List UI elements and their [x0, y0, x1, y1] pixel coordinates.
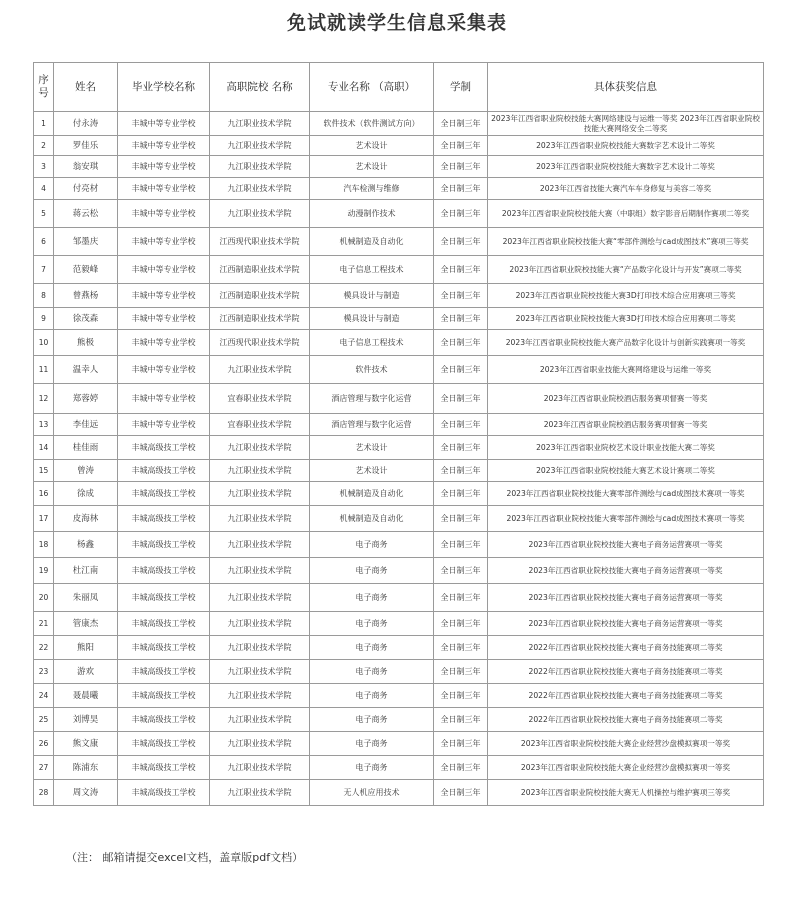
- cell-school: 丰城中等专业学校: [118, 136, 210, 156]
- table-row: [34, 356, 764, 384]
- cell-no: 4: [34, 178, 54, 200]
- cell-major: 电子商务: [310, 532, 434, 558]
- header-school: 毕业学校名称: [118, 63, 210, 112]
- cell-award: 2023年江西省职业院校酒店服务赛项督赛一等奖: [488, 414, 764, 436]
- cell-system: 全日制三年: [434, 356, 488, 384]
- table-row: [34, 384, 764, 414]
- cell-award: 2023年江西省职业院校技能大赛数字艺术设计二等奖: [488, 156, 764, 178]
- cell-name: 曾燕杨: [54, 284, 118, 308]
- cell-award: 2023年江西省职业院校技能大赛产品数字化设计与创新实践赛项一等奖: [488, 330, 764, 356]
- table-row: [34, 200, 764, 228]
- cell-system: 全日制三年: [434, 584, 488, 612]
- cell-major: 机械制造及自动化: [310, 506, 434, 532]
- table-row: [34, 780, 764, 806]
- table-row: [34, 112, 764, 136]
- cell-major: 电子商务: [310, 756, 434, 780]
- cell-name: 桂佳雨: [54, 436, 118, 460]
- cell-major: 电子信息工程技术: [310, 330, 434, 356]
- cell-system: 全日制三年: [434, 684, 488, 708]
- cell-major: 软件技术: [310, 356, 434, 384]
- header-no: 序号: [34, 63, 54, 112]
- table-row: [34, 482, 764, 506]
- cell-name: 范毅峰: [54, 256, 118, 284]
- cell-no: 28: [34, 780, 54, 806]
- cell-award: 2023年江西省职业院校技能大赛“产品数字化设计与开发”赛项二等奖: [488, 256, 764, 284]
- cell-major: 艺术设计: [310, 156, 434, 178]
- cell-major: 电子信息工程技术: [310, 256, 434, 284]
- cell-system: 全日制三年: [434, 612, 488, 636]
- cell-award: 2023年江西省职业院校技能大赛无人机操控与维护赛项三等奖: [488, 780, 764, 806]
- cell-name: 翁安琪: [54, 156, 118, 178]
- cell-system: 全日制三年: [434, 200, 488, 228]
- cell-award: 2023年江西省职业院校技能大赛3D打印技术综合应用赛项二等奖: [488, 308, 764, 330]
- cell-award: 2023年江西省职业院校技能大赛电子商务运营赛项一等奖: [488, 612, 764, 636]
- table-row: [34, 460, 764, 482]
- cell-college: 九江职业技术学院: [210, 482, 310, 506]
- cell-no: 24: [34, 684, 54, 708]
- cell-award: 2023年江西省职业院校技能大赛电子商务运营赛项一等奖: [488, 558, 764, 584]
- cell-system: 全日制三年: [434, 780, 488, 806]
- cell-college: 九江职业技术学院: [210, 684, 310, 708]
- cell-no: 14: [34, 436, 54, 460]
- cell-system: 全日制三年: [434, 732, 488, 756]
- cell-name: 付永涛: [54, 112, 118, 136]
- cell-award: 2023年江西省职业技能大赛网络建设与运维一等奖: [488, 356, 764, 384]
- cell-college: 江西现代职业技术学院: [210, 228, 310, 256]
- cell-system: 全日制三年: [434, 482, 488, 506]
- cell-major: 软件技术（软件测试方向）: [310, 112, 434, 136]
- cell-no: 26: [34, 732, 54, 756]
- cell-school: 丰城高级技工学校: [118, 660, 210, 684]
- cell-school: 丰城高级技工学校: [118, 780, 210, 806]
- cell-major: 模具设计与制造: [310, 308, 434, 330]
- cell-system: 全日制三年: [434, 330, 488, 356]
- cell-award: 2023年江西省职业院校技能大赛网络建设与运维一等奖 2023年江西省职业院校技能大赛网络安全二等奖: [488, 112, 764, 136]
- cell-name: 周文涛: [54, 780, 118, 806]
- cell-name: 徐茂森: [54, 308, 118, 330]
- cell-name: 皮海林: [54, 506, 118, 532]
- cell-school: 丰城中等专业学校: [118, 200, 210, 228]
- cell-no: 7: [34, 256, 54, 284]
- cell-college: 九江职业技术学院: [210, 660, 310, 684]
- cell-system: 全日制三年: [434, 532, 488, 558]
- table-row: [34, 436, 764, 460]
- cell-major: 电子商务: [310, 558, 434, 584]
- table-row: [34, 732, 764, 756]
- cell-system: 全日制三年: [434, 460, 488, 482]
- cell-no: 19: [34, 558, 54, 584]
- cell-no: 12: [34, 384, 54, 414]
- cell-name: 聂晨曦: [54, 684, 118, 708]
- cell-college: 江西现代职业技术学院: [210, 330, 310, 356]
- cell-no: 23: [34, 660, 54, 684]
- table-row: [34, 584, 764, 612]
- table-row: [34, 708, 764, 732]
- cell-no: 3: [34, 156, 54, 178]
- cell-college: 江西制造职业技术学院: [210, 308, 310, 330]
- cell-system: 全日制三年: [434, 256, 488, 284]
- cell-college: 九江职业技术学院: [210, 708, 310, 732]
- cell-name: 熊极: [54, 330, 118, 356]
- cell-no: 16: [34, 482, 54, 506]
- cell-no: 27: [34, 756, 54, 780]
- cell-system: 全日制三年: [434, 660, 488, 684]
- cell-major: 模具设计与制造: [310, 284, 434, 308]
- cell-school: 丰城高级技工学校: [118, 460, 210, 482]
- cell-no: 17: [34, 506, 54, 532]
- cell-award: 2023年江西省职业院校技能大赛电子商务运营赛项一等奖: [488, 532, 764, 558]
- cell-college: 九江职业技术学院: [210, 756, 310, 780]
- cell-award: 2023年江西省职业院校艺术设计职业技能大赛二等奖: [488, 436, 764, 460]
- cell-college: 九江职业技术学院: [210, 532, 310, 558]
- cell-system: 全日制三年: [434, 708, 488, 732]
- cell-name: 管康杰: [54, 612, 118, 636]
- cell-school: 丰城中等专业学校: [118, 256, 210, 284]
- cell-award: 2023年江西省职业院校技能大赛零部件测绘与cad成图技术赛项一等奖: [488, 506, 764, 532]
- cell-system: 全日制三年: [434, 308, 488, 330]
- cell-name: 罗佳乐: [54, 136, 118, 156]
- cell-school: 丰城高级技工学校: [118, 612, 210, 636]
- student-info-table: [33, 62, 764, 806]
- header-major: 专业名称 （高职）: [310, 63, 434, 112]
- cell-school: 丰城中等专业学校: [118, 356, 210, 384]
- cell-major: 酒店管理与数字化运营: [310, 414, 434, 436]
- cell-system: 全日制三年: [434, 284, 488, 308]
- cell-major: 酒店管理与数字化运营: [310, 384, 434, 414]
- cell-major: 艺术设计: [310, 460, 434, 482]
- cell-system: 全日制三年: [434, 506, 488, 532]
- cell-school: 丰城高级技工学校: [118, 558, 210, 584]
- cell-school: 丰城中等专业学校: [118, 384, 210, 414]
- table-row: [34, 612, 764, 636]
- cell-school: 丰城高级技工学校: [118, 708, 210, 732]
- cell-college: 九江职业技术学院: [210, 200, 310, 228]
- page-title: 免试就读学生信息采集表: [286, 12, 507, 34]
- cell-school: 丰城高级技工学校: [118, 756, 210, 780]
- cell-major: 汽车检测与维修: [310, 178, 434, 200]
- cell-no: 11: [34, 356, 54, 384]
- cell-no: 8: [34, 284, 54, 308]
- cell-no: 15: [34, 460, 54, 482]
- cell-system: 全日制三年: [434, 436, 488, 460]
- cell-no: 5: [34, 200, 54, 228]
- cell-major: 电子商务: [310, 708, 434, 732]
- cell-award: 2022年江西省职业院校技能大赛电子商务技能赛项二等奖: [488, 708, 764, 732]
- cell-no: 25: [34, 708, 54, 732]
- table-row: [34, 636, 764, 660]
- cell-no: 2: [34, 136, 54, 156]
- cell-no: 6: [34, 228, 54, 256]
- cell-school: 丰城高级技工学校: [118, 684, 210, 708]
- cell-name: 游欢: [54, 660, 118, 684]
- cell-major: 机械制造及自动化: [310, 228, 434, 256]
- cell-award: 2023年江西省职业院校技能大赛艺术设计赛项二等奖: [488, 460, 764, 482]
- cell-no: 1: [34, 112, 54, 136]
- cell-college: 九江职业技术学院: [210, 636, 310, 660]
- cell-name: 熊文康: [54, 732, 118, 756]
- cell-college: 九江职业技术学院: [210, 584, 310, 612]
- cell-award: 2022年江西省职业院校技能大赛电子商务技能赛项二等奖: [488, 636, 764, 660]
- cell-name: 刘博昊: [54, 708, 118, 732]
- cell-school: 丰城中等专业学校: [118, 112, 210, 136]
- cell-college: 江西制造职业技术学院: [210, 284, 310, 308]
- cell-major: 电子商务: [310, 612, 434, 636]
- cell-system: 全日制三年: [434, 136, 488, 156]
- cell-college: 江西制造职业技术学院: [210, 256, 310, 284]
- cell-system: 全日制三年: [434, 156, 488, 178]
- table-row: [34, 558, 764, 584]
- cell-major: 电子商务: [310, 660, 434, 684]
- cell-no: 9: [34, 308, 54, 330]
- table-row: [34, 284, 764, 308]
- header-college: 高职院校 名称: [210, 63, 310, 112]
- table-row: [34, 156, 764, 178]
- cell-school: 丰城中等专业学校: [118, 330, 210, 356]
- cell-no: 22: [34, 636, 54, 660]
- cell-no: 18: [34, 532, 54, 558]
- cell-award: 2023年江西省职业院校技能大赛“零部件测绘与cad成图技术”赛项三等奖: [488, 228, 764, 256]
- cell-college: 九江职业技术学院: [210, 506, 310, 532]
- cell-name: 杨鑫: [54, 532, 118, 558]
- cell-school: 丰城高级技工学校: [118, 482, 210, 506]
- cell-school: 丰城高级技工学校: [118, 436, 210, 460]
- cell-major: 无人机应用技术: [310, 780, 434, 806]
- cell-name: 蒋云松: [54, 200, 118, 228]
- cell-name: 邹墨庆: [54, 228, 118, 256]
- cell-college: 九江职业技术学院: [210, 612, 310, 636]
- cell-system: 全日制三年: [434, 228, 488, 256]
- table-row: [34, 136, 764, 156]
- cell-college: 九江职业技术学院: [210, 436, 310, 460]
- cell-no: 21: [34, 612, 54, 636]
- table-body: [34, 112, 764, 806]
- cell-name: 付亮材: [54, 178, 118, 200]
- cell-college: 九江职业技术学院: [210, 178, 310, 200]
- cell-award: 2023年江西省职业院校技能大赛电子商务运营赛项一等奖: [488, 584, 764, 612]
- table-row: [34, 756, 764, 780]
- cell-system: 全日制三年: [434, 384, 488, 414]
- cell-school: 丰城中等专业学校: [118, 156, 210, 178]
- table-row: [34, 414, 764, 436]
- cell-award: 2022年江西省职业院校技能大赛电子商务技能赛项二等奖: [488, 684, 764, 708]
- cell-major: 电子商务: [310, 584, 434, 612]
- table-row: [34, 532, 764, 558]
- table-row: [34, 660, 764, 684]
- cell-no: 20: [34, 584, 54, 612]
- cell-name: 徐成: [54, 482, 118, 506]
- cell-name: 熊阳: [54, 636, 118, 660]
- cell-award: 2023年江西省职业院校技能大赛3D打印技术综合应用赛项三等奖: [488, 284, 764, 308]
- cell-major: 电子商务: [310, 684, 434, 708]
- cell-award: 2022年江西省职业院校技能大赛电子商务技能赛项二等奖: [488, 660, 764, 684]
- cell-school: 丰城中等专业学校: [118, 308, 210, 330]
- cell-major: 机械制造及自动化: [310, 482, 434, 506]
- cell-school: 丰城中等专业学校: [118, 178, 210, 200]
- cell-no: 10: [34, 330, 54, 356]
- cell-system: 全日制三年: [434, 558, 488, 584]
- cell-award: 2023年江西省职业院校酒店服务赛项督赛一等奖: [488, 384, 764, 414]
- cell-award: 2023年江西省技能大赛汽车车身修复与美容二等奖: [488, 178, 764, 200]
- header-system: 学制: [434, 63, 488, 112]
- cell-name: 郑蓉婷: [54, 384, 118, 414]
- cell-school: 丰城高级技工学校: [118, 506, 210, 532]
- cell-system: 全日制三年: [434, 112, 488, 136]
- footnote: （注： 邮箱请提交excel文档，盖章版pdf文档）: [66, 851, 304, 864]
- header-name: 姓名: [54, 63, 118, 112]
- cell-major: 电子商务: [310, 636, 434, 660]
- cell-college: 九江职业技术学院: [210, 156, 310, 178]
- cell-college: 宜春职业技术学院: [210, 384, 310, 414]
- cell-major: 艺术设计: [310, 136, 434, 156]
- cell-college: 九江职业技术学院: [210, 136, 310, 156]
- cell-college: 九江职业技术学院: [210, 356, 310, 384]
- cell-major: 电子商务: [310, 732, 434, 756]
- cell-system: 全日制三年: [434, 756, 488, 780]
- table-header-row: [34, 63, 764, 112]
- cell-name: 曾涛: [54, 460, 118, 482]
- cell-major: 动漫制作技术: [310, 200, 434, 228]
- cell-school: 丰城中等专业学校: [118, 414, 210, 436]
- cell-name: 陈浦东: [54, 756, 118, 780]
- cell-award: 2023年江西省职业院校技能大赛数字艺术设计二等奖: [488, 136, 764, 156]
- cell-name: 朱丽凤: [54, 584, 118, 612]
- cell-name: 杜江南: [54, 558, 118, 584]
- cell-college: 宜春职业技术学院: [210, 414, 310, 436]
- cell-system: 全日制三年: [434, 414, 488, 436]
- cell-no: 13: [34, 414, 54, 436]
- cell-school: 丰城高级技工学校: [118, 584, 210, 612]
- cell-system: 全日制三年: [434, 636, 488, 660]
- cell-system: 全日制三年: [434, 178, 488, 200]
- cell-college: 九江职业技术学院: [210, 460, 310, 482]
- cell-name: 李佳远: [54, 414, 118, 436]
- cell-award: 2023年江西省职业院校技能大赛企业经营沙盘模拟赛项一等奖: [488, 732, 764, 756]
- cell-award: 2023年江西省职业院校技能大赛（中职组）数字影音后期制作赛项二等奖: [488, 200, 764, 228]
- cell-college: 九江职业技术学院: [210, 112, 310, 136]
- cell-name: 温幸人: [54, 356, 118, 384]
- cell-college: 九江职业技术学院: [210, 780, 310, 806]
- header-award: 具体获奖信息: [488, 63, 764, 112]
- table-row: [34, 506, 764, 532]
- cell-major: 艺术设计: [310, 436, 434, 460]
- table-row: [34, 178, 764, 200]
- table-row: [34, 308, 764, 330]
- cell-school: 丰城中等专业学校: [118, 284, 210, 308]
- table-row: [34, 256, 764, 284]
- table-row: [34, 228, 764, 256]
- cell-school: 丰城高级技工学校: [118, 732, 210, 756]
- table-row: [34, 330, 764, 356]
- cell-college: 九江职业技术学院: [210, 558, 310, 584]
- cell-school: 丰城中等专业学校: [118, 228, 210, 256]
- cell-college: 九江职业技术学院: [210, 732, 310, 756]
- cell-award: 2023年江西省职业院校技能大赛企业经营沙盘模拟赛项一等奖: [488, 756, 764, 780]
- cell-school: 丰城高级技工学校: [118, 532, 210, 558]
- cell-school: 丰城高级技工学校: [118, 636, 210, 660]
- table-row: [34, 684, 764, 708]
- cell-award: 2023年江西省职业院校技能大赛零部件测绘与cad成图技术赛项一等奖: [488, 482, 764, 506]
